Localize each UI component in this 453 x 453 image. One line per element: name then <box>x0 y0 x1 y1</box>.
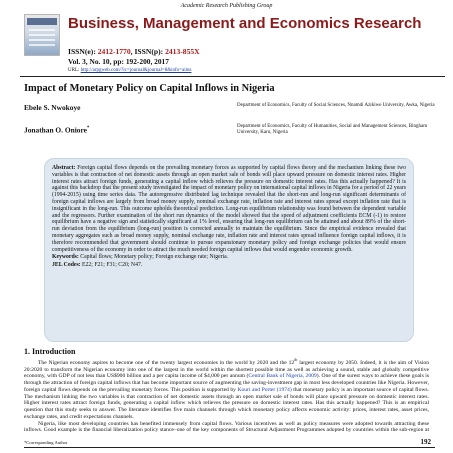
intro-p1-superscript: th <box>294 357 298 362</box>
keywords-text: Capital flows; Monetary policy; Foreign exchange rate; Nigeria. <box>80 254 229 261</box>
author-name-1: Ebele S. Nwokoye <box>24 103 81 112</box>
keywords-line <box>52 254 406 261</box>
keywords-label: Keywords: <box>52 254 81 261</box>
publisher-name: Academic Research Publishing Group <box>180 3 273 9</box>
author-affiliation-2: Department of Economics, Faculty of Humanities, Social and Management Sciences, Bingham University, Karu, Nigeria <box>237 124 428 136</box>
issn-e-value: 2412-1770 <box>97 47 131 56</box>
issn-e-label: ISSN(e): <box>68 47 98 56</box>
volume-info: Vol. 3, No. 10, pp: 192-200, 2017 <box>68 57 169 66</box>
jel-line <box>52 262 406 269</box>
issn-line <box>68 47 200 56</box>
journal-url-link[interactable]: http://arpgweb.com/?ic=journal&journal=8&info=aims <box>80 68 192 73</box>
abstract-paragraph <box>52 165 406 253</box>
author-name-2-text: Jonathan O. Oniore <box>24 125 87 135</box>
intro-p2-part-a: Nigeria, like most developing countries has benefited immensely from capital flows. Various incentives as well as policy measures were adopted towards attracting these inflows. Good example is the financial liberalization policy stance–one of the key components of Structural Adjustment Programmes adopted by countries within the sub-region at <box>24 420 429 433</box>
issn-separator: , <box>130 47 135 56</box>
intro-p1-part-a: The Nigerian economy aspires to become one of the twenty largest economies in the world by 2020 and the 12 <box>38 359 295 366</box>
paper-title: Impact of Monetary Policy on Capital Inflows in Nigeria <box>24 83 275 94</box>
corresponding-author-footnote: *Corresponding Author <box>24 440 68 445</box>
header-divider <box>20 76 445 77</box>
abstract-box <box>44 158 414 342</box>
url-label: URL: <box>68 68 81 73</box>
intro-paragraph-1 <box>24 357 429 421</box>
cover-lines <box>29 29 55 47</box>
page-number: 192 <box>420 438 431 446</box>
author-affiliation-1: Department of Economics, Faculty of Social Sciences, Nnamdi Azikiwe University, Awka, Nigeria <box>237 103 435 108</box>
citation-cbn-2009[interactable]: Central Bank of Nigeria, 2009 <box>248 373 317 380</box>
jel-label: JEL Codes: <box>52 262 83 269</box>
intro-p1-part-c: ). One of the surest ways to achieve these goals is through the attraction of foreign capital inflows that has become important source of augmenting the saving-investment gap in most less developed countries like Nigeria. However, foreign capital flows depends on the prevailing monetary forces. This position is supported by <box>24 373 429 393</box>
intro-p1-part-d: that monetary policy is an important source of capital flows. The mechanism linking the two variables is that contraction of net domestic assets through an open market sale of bonds will place upward pressure on domestic interest rates. Higher interest rates attract foreign funds, generating a capital inflow which relieves the pressure on domestic interest rates. Has this actually happened? This is an empirical question that this study seeks to answer. The literature identifies five main channels through which monetary policy affects economic activity: prices, interest rates, asset prices, exchange rates, and credit expectations channels. <box>24 386 429 420</box>
abstract-text: Foreign capital flows depends on the prevailing monetary forces as supported by capital flows theory and the mechanism linking these two variables is that contraction of net domestic assets through an open market sale of bonds will place upward pressure on domestic interest rates. Higher interest rates attract foreign funds, generating a capital inflow which relieves the pressure on domestic interest rates. Has this actually happened? It is against this backdrop that the present study investigated the impact of monetary policy on international capital inflows in Nigeria for a period of 22 years (1994-2015) using time series data. The autoregressive distributed lag technique revealed that the short-run and long-run significant determinants of foreign capital inflows are largely from broad money supply, nominal exchange rate, inflation rate and interest rates spread except inflation rate that is insignificant in the long-run. This outcome upholds theoretical prediction. Long-run equilibrium relationship was found between the dependent variable and the regressors. Further examination of the short run dynamics of the model showed that the speed of adjustment coefficients ECM (-1) to restore equilibrium have a negative sign and statistically significant at 1% level, ensuring that long-run equilibrium can be attained and about 89% of the short-run deviation from the equilibrium (long-run) position is corrected annually to maintain the equilibrium. Since the empirical evidence revealed that monetary aggregates such as broad money supply, nominal exchange rate, inflation rate and interest rates spread influence foreign capital inflows, it is therefore recommended that government should continue to pursue expansionary monetary policy and foreign exchange policies that would ensure competitiveness of the economy in order to attract the much needed foreign capital inflows that would engender economic growth. <box>52 165 407 253</box>
footer-divider <box>24 447 435 448</box>
section-heading-introduction: 1. Introduction <box>24 347 76 356</box>
journal-url-line <box>68 67 191 74</box>
intro-paragraph-2 <box>24 421 429 433</box>
jel-text: E22; F21; F31; C20; N47. <box>82 262 143 269</box>
abstract-label: Abstract: <box>52 165 78 171</box>
journal-cover-image <box>24 14 60 56</box>
author-name-2 <box>24 124 89 134</box>
corresponding-author-mark: * <box>86 126 90 131</box>
citation-kouri-porter-1974[interactable]: Kouri and Porter (1974) <box>237 386 292 393</box>
intro-p1-part-b: largest economy by 2050. Indeed, it is the aim of Vision 20:2020 to transform the Nigerian economy into one of the largest in the world within the shortest possible time as well as achieving a sound, stable and globally competitive economy, with GDP of not less than US$900 billion and a per capita income of $4,000 per annum ( <box>24 359 429 380</box>
issn-p-value: 2413-855X <box>165 47 200 56</box>
issn-p-label: ISSN(p): <box>134 47 166 56</box>
journal-title: Business, Management and Economics Research <box>68 15 422 32</box>
cover-band <box>27 18 57 25</box>
introduction-body <box>24 357 429 433</box>
